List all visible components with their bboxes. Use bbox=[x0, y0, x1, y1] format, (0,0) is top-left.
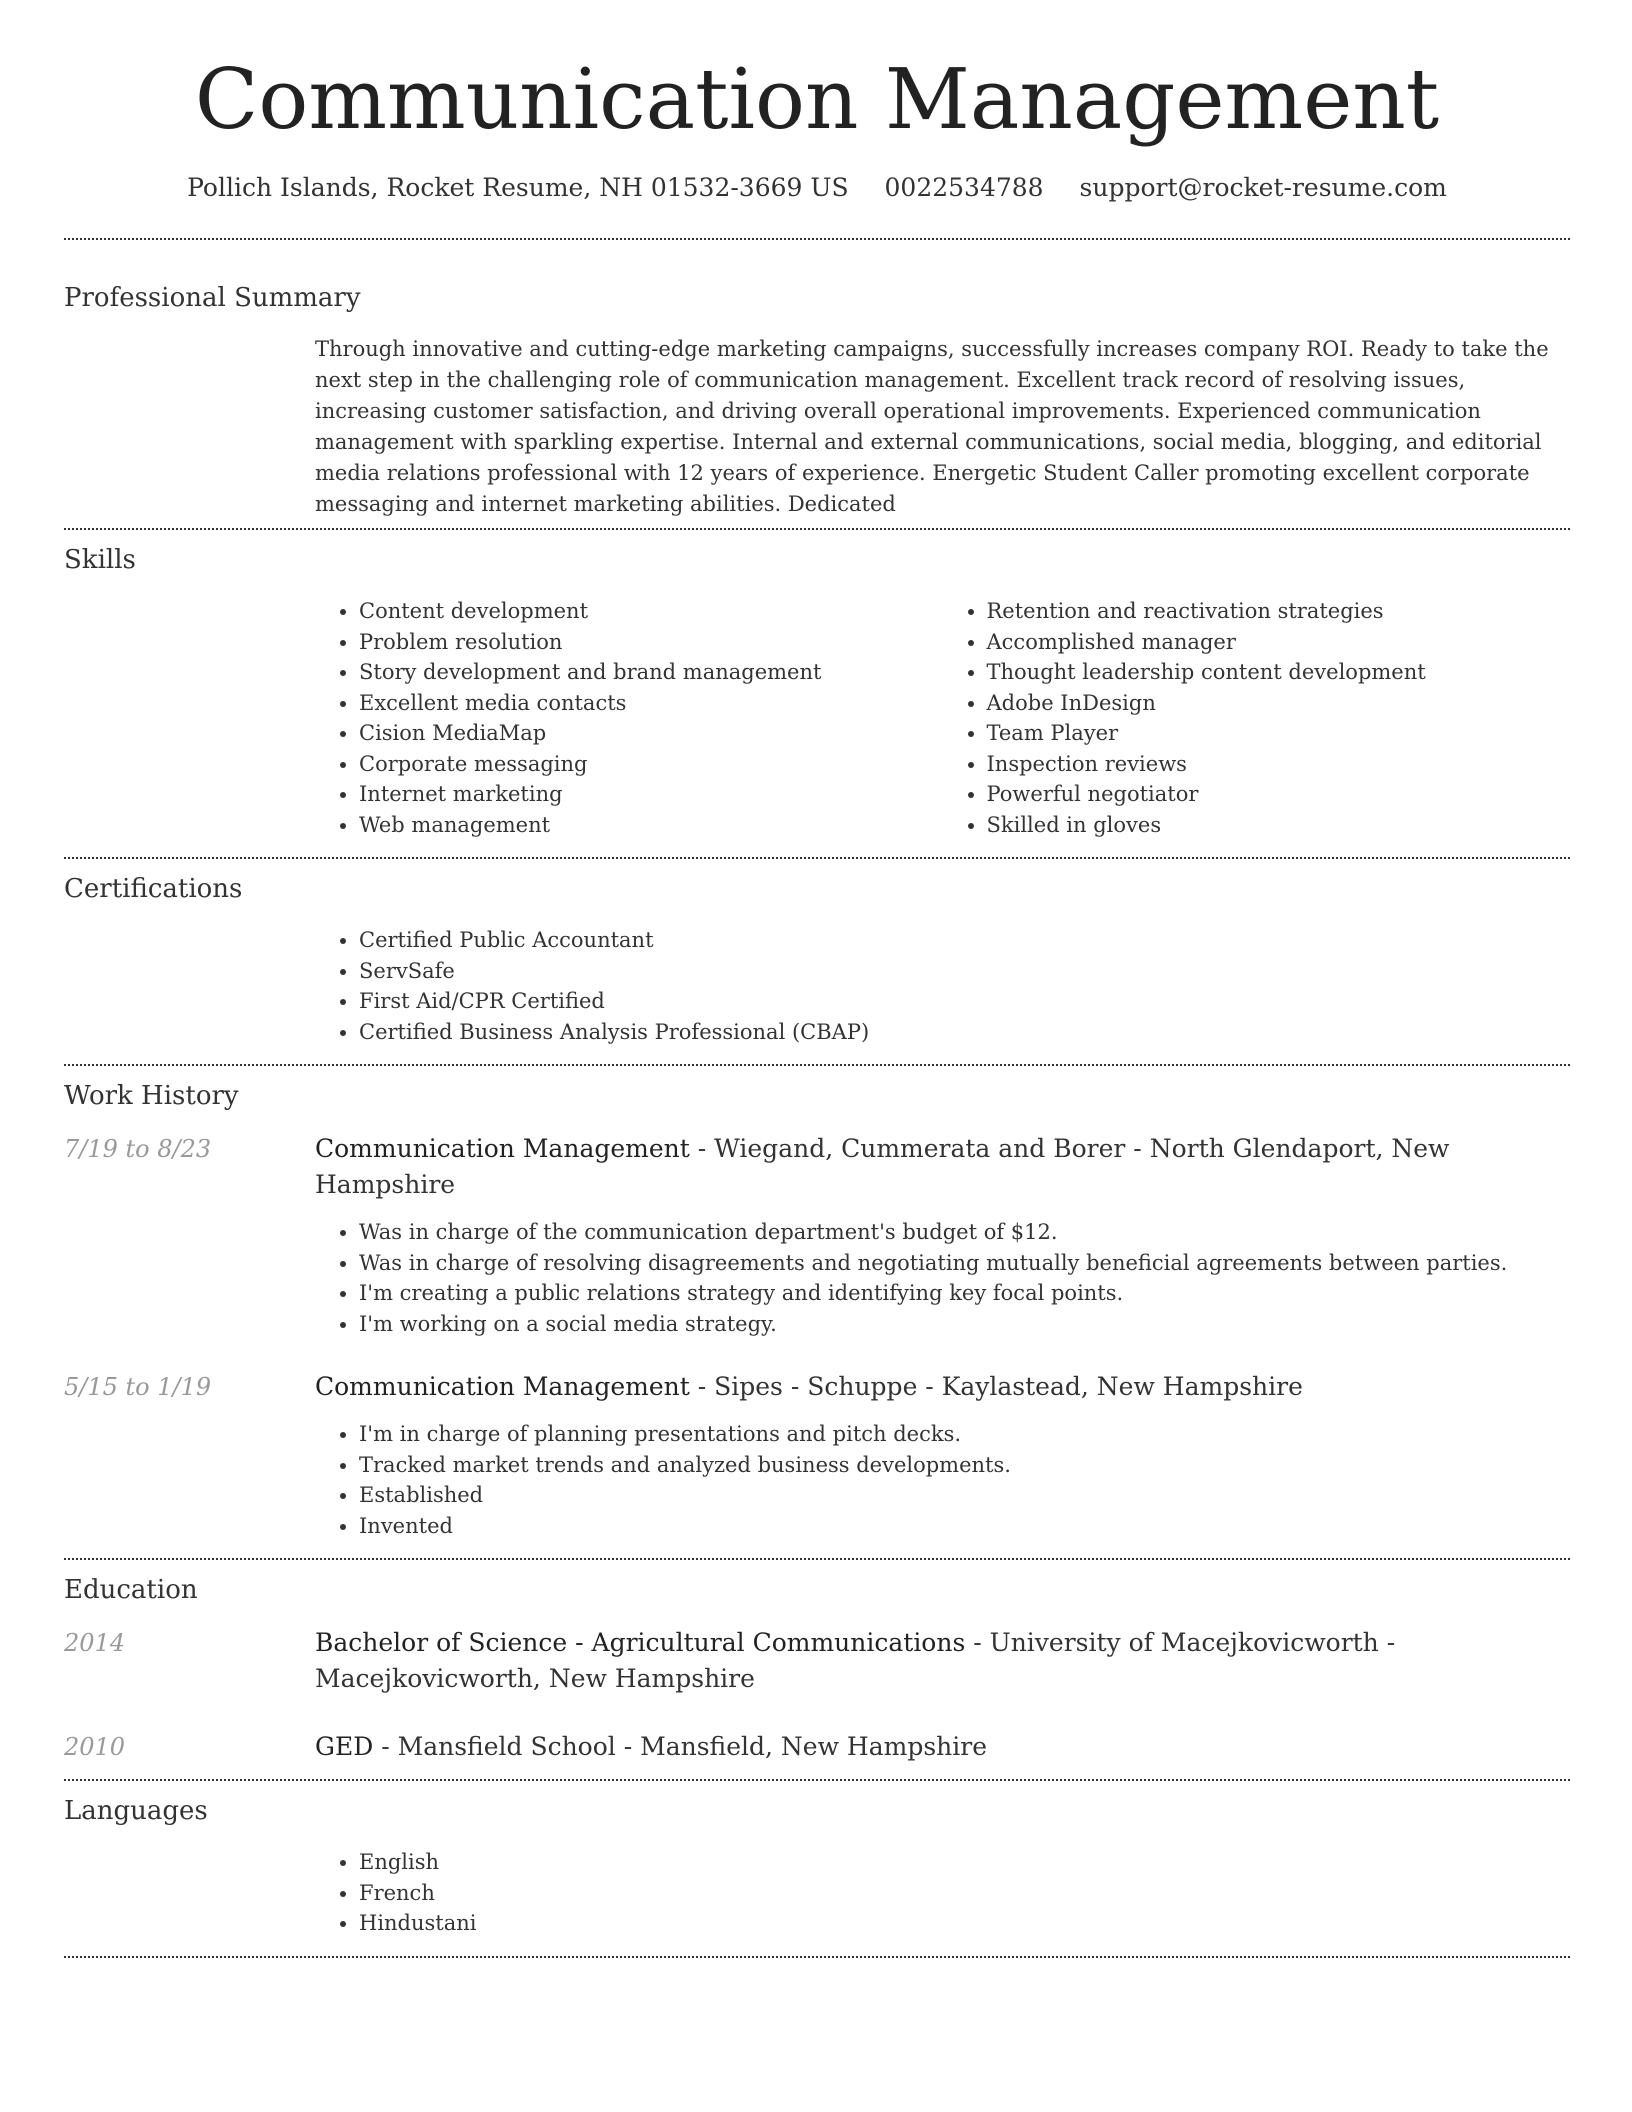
skills-section bbox=[64, 547, 1570, 840]
languages-divider bbox=[64, 1956, 1570, 1958]
summary-text: Through innovative and cutting-edge marketing campaigns, successfully increases company ROI. Ready to take the next step in the challenging role of communication management. Excellent track record of resolving issues, increasing customer satisfaction, and driving overall operational improvements. Experienced communication management with sparkling expertise. Internal and external communications, social media, blogging, and editorial media relations professional with 12 years of experience. Energetic Student Caller promoting excellent corporate messaging and internet marketing abilities. Dedicated bbox=[315, 337, 1549, 516]
education-details: - University of Macejkovicworth - Macejkovicworth, New Hampshire bbox=[315, 1628, 1396, 1693]
education-degree: Bachelor of Science - Agricultural Communications bbox=[315, 1628, 966, 1657]
skill-item: • Skilled in gloves bbox=[987, 810, 1571, 841]
contact-line bbox=[64, 175, 1570, 200]
skill-item: • Corporate messaging bbox=[359, 749, 943, 780]
skill-item: • Powerful negotiator bbox=[987, 779, 1571, 810]
job-heading bbox=[315, 1131, 1570, 1203]
job-bullet: • Was in charge of the communication department's budget of $12. bbox=[359, 1217, 1570, 1248]
email: support@rocket-resume.com bbox=[1079, 173, 1447, 202]
section-title-skills: Skills bbox=[64, 545, 136, 575]
education-details: - Mansfield School - Mansfield, New Hampshire bbox=[373, 1732, 988, 1761]
skills-list-left bbox=[315, 596, 943, 840]
job-role: Communication Management bbox=[315, 1372, 690, 1401]
job-bullets bbox=[315, 1217, 1570, 1339]
education-entry bbox=[64, 1625, 1570, 1697]
skills-columns bbox=[315, 596, 1570, 840]
candidate-name: Communication Management bbox=[194, 51, 1440, 148]
work-divider bbox=[64, 1558, 1570, 1560]
section-title-education: Education bbox=[64, 1575, 198, 1605]
languages-list bbox=[315, 1847, 1570, 1939]
skill-item: • Retention and reactivation strategies bbox=[987, 596, 1571, 627]
skills-divider bbox=[64, 857, 1570, 859]
skill-item: • Adobe InDesign bbox=[987, 688, 1571, 719]
job-bullets-block bbox=[315, 1217, 1570, 1339]
education-entry bbox=[64, 1729, 1570, 1765]
job-bullet: • I'm working on a social media strategy. bbox=[359, 1309, 1570, 1340]
certifications-section bbox=[64, 876, 1570, 1047]
education-heading bbox=[315, 1625, 1570, 1697]
job-bullets-block bbox=[315, 1419, 1570, 1541]
job-bullet: • I'm creating a public relations strategy and identifying key focal points. bbox=[359, 1278, 1570, 1309]
skill-item: • Problem resolution bbox=[359, 627, 943, 658]
certification-item: • First Aid/CPR Certified bbox=[359, 986, 1570, 1017]
education-degree: GED bbox=[315, 1732, 374, 1761]
education-divider bbox=[64, 1779, 1570, 1781]
job-entry bbox=[64, 1369, 1570, 1405]
language-item: • French bbox=[359, 1878, 1570, 1909]
summary-section bbox=[64, 285, 1570, 520]
job-bullet: • Tracked market trends and analyzed business developments. bbox=[359, 1450, 1570, 1481]
skill-item: • Inspection reviews bbox=[987, 749, 1571, 780]
certifications-list bbox=[315, 925, 1570, 1047]
job-entry bbox=[64, 1131, 1570, 1203]
job-details: - Sipes - Schuppe - Kaylastead, New Hampshire bbox=[689, 1372, 1303, 1401]
certification-item: • Certified Business Analysis Professional (CBAP) bbox=[359, 1017, 1570, 1048]
skill-item: • Web management bbox=[359, 810, 943, 841]
job-bullet: • Invented bbox=[359, 1511, 1570, 1542]
skill-item: • Story development and brand management bbox=[359, 657, 943, 688]
language-item: • Hindustani bbox=[359, 1908, 1570, 1939]
skills-list-right bbox=[943, 596, 1571, 840]
certification-item: • Certified Public Accountant bbox=[359, 925, 1570, 956]
education-heading bbox=[315, 1729, 987, 1765]
address: Pollich Islands, Rocket Resume, NH 01532-3669 US bbox=[187, 173, 849, 202]
language-item: • English bbox=[359, 1847, 1570, 1878]
skill-item: • Team Player bbox=[987, 718, 1571, 749]
certifications-divider bbox=[64, 1064, 1570, 1066]
job-dates: 5/15 to 1/19 bbox=[64, 1373, 212, 1401]
resume-page bbox=[64, 0, 1570, 1958]
work-history-section bbox=[64, 1083, 1570, 1541]
education-section bbox=[64, 1577, 1570, 1765]
summary-divider bbox=[64, 528, 1570, 530]
section-title-languages: Languages bbox=[64, 1796, 208, 1826]
languages-section bbox=[64, 1798, 1570, 1939]
job-details: - Wiegand, Cummerata and Borer - North Glendaport, New Hampshire bbox=[315, 1134, 1450, 1199]
section-title-work-history: Work History bbox=[64, 1081, 239, 1111]
education-year: 2010 bbox=[64, 1733, 126, 1761]
job-dates: 7/19 to 8/23 bbox=[64, 1135, 212, 1163]
phone: 0022534788 bbox=[884, 173, 1044, 202]
languages-block bbox=[315, 1847, 1570, 1939]
job-bullet: • Established bbox=[359, 1480, 1570, 1511]
job-heading bbox=[315, 1369, 1303, 1405]
job-bullets bbox=[315, 1419, 1570, 1541]
education-year: 2014 bbox=[64, 1629, 126, 1657]
job-bullet: • Was in charge of resolving disagreements and negotiating mutually beneficial agreements between parties. bbox=[359, 1248, 1570, 1279]
job-role: Communication Management bbox=[315, 1134, 690, 1163]
skill-item: • Internet marketing bbox=[359, 779, 943, 810]
section-title-summary: Professional Summary bbox=[64, 283, 361, 313]
section-title-certifications: Certifications bbox=[64, 874, 243, 904]
skill-item: • Accomplished manager bbox=[987, 627, 1571, 658]
skill-item: • Thought leadership content development bbox=[987, 657, 1571, 688]
certifications-block bbox=[315, 925, 1570, 1047]
header-divider bbox=[64, 238, 1570, 240]
skill-item: • Excellent media contacts bbox=[359, 688, 943, 719]
skill-item: • Cision MediaMap bbox=[359, 718, 943, 749]
skill-item: • Content development bbox=[359, 596, 943, 627]
certification-item: • ServSafe bbox=[359, 956, 1570, 987]
job-bullet: • I'm in charge of planning presentations and pitch decks. bbox=[359, 1419, 1570, 1450]
